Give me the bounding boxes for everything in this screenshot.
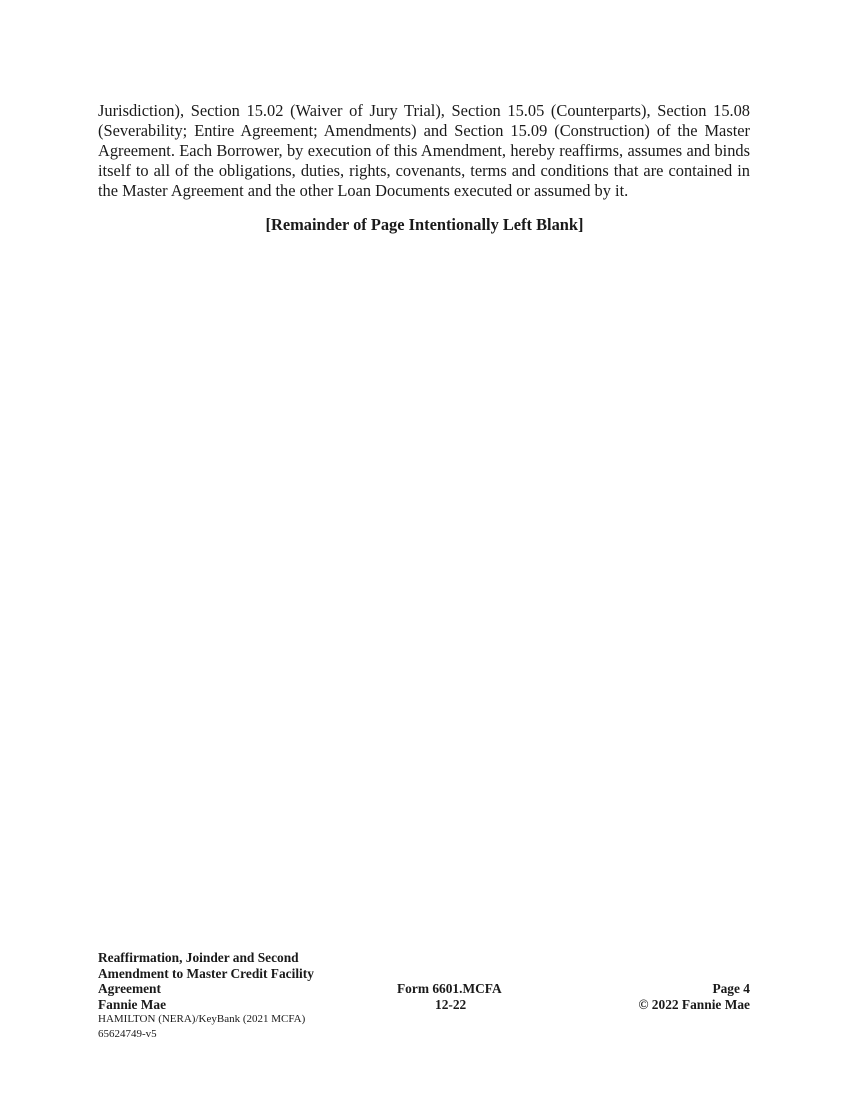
footer-form-number: Form 6601.MCFA [397,981,502,996]
footer-document-info [98,950,358,1042]
body-paragraph: Jurisdiction), Section 15.02 (Waiver of Jury Trial), Section 15.05 (Counterparts), Section 15.08 (Severability; Entire Agreement; Amendments) and Section 15.09 (Construction) of the Master Agreement. Each Borrower, by execution of this Amendment, hereby reaffirms, assumes and binds itself to all of the obligations, duties, rights, covenants, terms and conditions that are contained in the Master Agreement and the other Loan Documents executed or assumed by it. [98,101,750,200]
footer-copyright: © 2022 Fannie Mae [638,996,750,1012]
footer-title-line-4: Fannie Mae [98,996,167,1012]
footer-page-number: Page 4 [712,981,750,996]
footer-title-line-1: Reaffirmation, Joinder and Second [98,950,299,965]
footer-doc-id: 65624749-v5 [98,1028,157,1040]
remainder-blank-note: [Remainder of Page Intentionally Left Blank] [265,215,584,234]
footer-title-line-2: Amendment to Master Credit Facility [98,965,314,981]
footer-page-info [580,981,750,1012]
footer-deal-reference: HAMILTON (NERA)/KeyBank (2021 MCFA) [98,1013,306,1025]
footer-form-date: 12-22 [435,996,467,1012]
footer-form-info [397,981,527,1012]
footer-title-line-3: Agreement [98,981,161,996]
